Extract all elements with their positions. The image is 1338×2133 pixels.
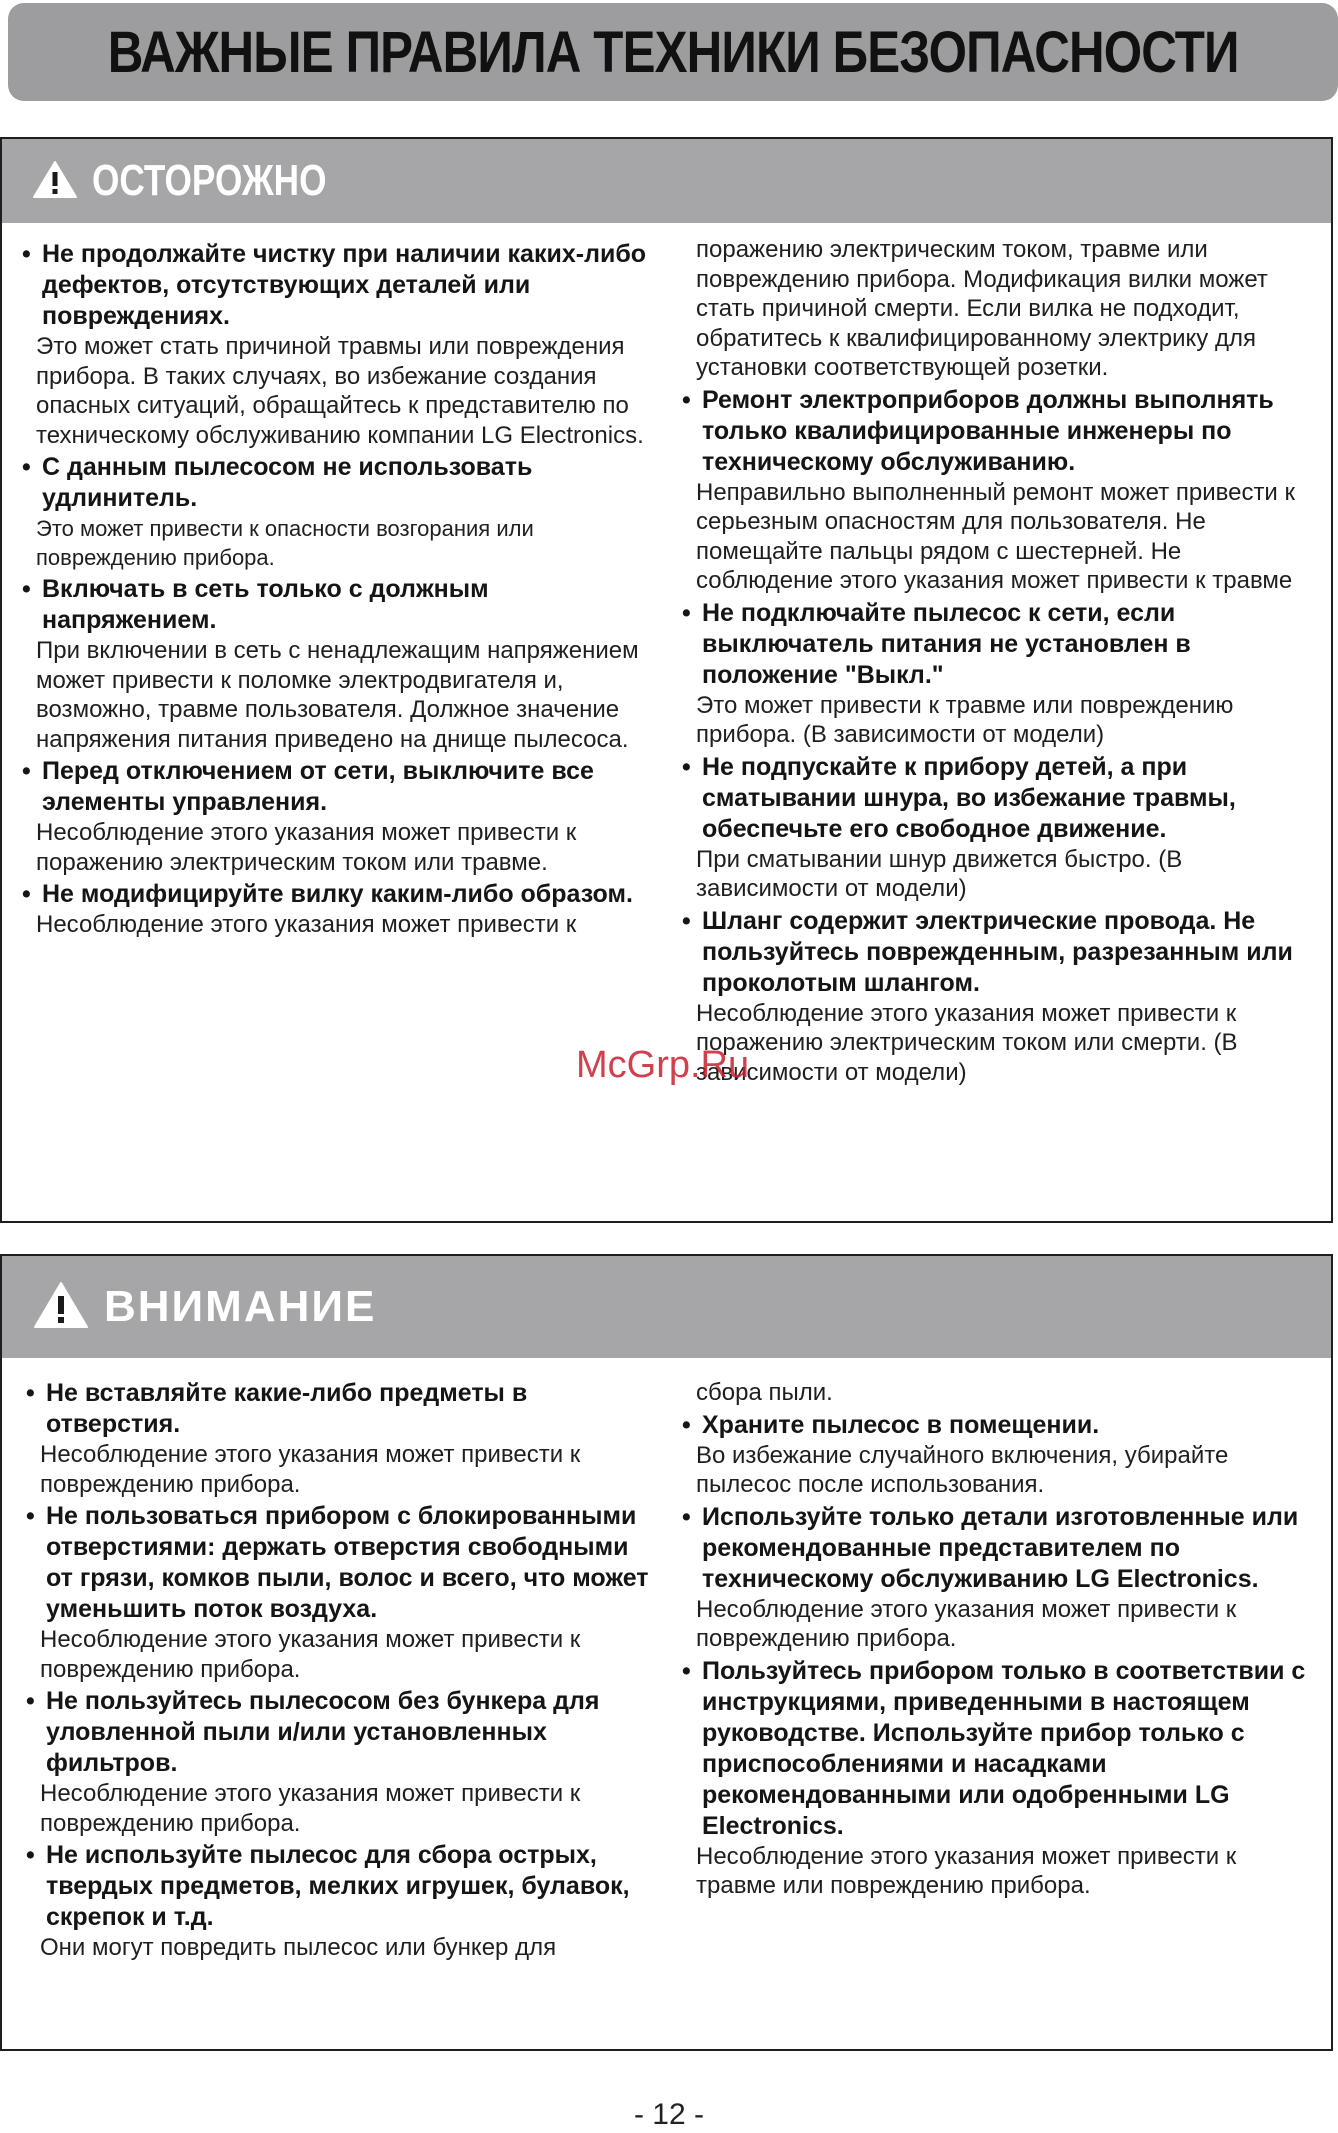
rule-heading: Ремонт электроприборов должны выполнять только квалифицированные инженеры по техническому обслуживанию. (702, 385, 1274, 476)
rule-heading: Пользуйтесь прибором только в соответствии с инструкциями, приведенными в настоящем руководстве. Используйте прибор только с приспособлениями и насадками рекомендованными или одобренными LG Electronics. (702, 1656, 1306, 1840)
watermark-text: McGrp.Ru (576, 1044, 750, 1086)
list-item: • Не продолжайте чистку при наличии каких-либо дефектов, отсутствующих деталей или повреждениях. Это может стать причиной травмы или повреждения прибора. В таких случаях, во избежание создания опасных ситуаций, обращайтесь к представителю по техническому обслуживанию компании LG Electronics. (22, 239, 662, 450)
rule-heading: Не пользоваться прибором с блокированными отверстиями: держать отверстия свободными от грязи, комков пыли, волос и всего, что может уменьшить поток воздуха. (46, 1502, 649, 1623)
rule-heading: Не вставляйте какие-либо предметы в отверстия. (46, 1379, 528, 1438)
list-item: • Шланг содержит электрические провода. Не пользуйтесь поврежденным, разрезанным или проколотым шлангом. Несоблюдение этого указания может привести к поражению электрическим током или смерти. (В зависимости от модели) (682, 906, 1306, 1088)
rule-body: Несоблюдение этого указания может привести к травме или повреждению прибора. (696, 1842, 1237, 1899)
warning-triangle-icon (32, 159, 78, 204)
list-item: • Храните пылесос в помещении. Во избежание случайного включения, убирайте пылесос после использования. (682, 1410, 1306, 1500)
rule-heading: Используйте только детали изготовленные или рекомендованные представителем по техническому обслуживанию LG Electronics. (702, 1502, 1299, 1593)
rule-body: Несоблюдение этого указания может привести к повреждению прибора. (40, 1441, 581, 1498)
list-item: • Не подключайте пылесос к сети, если выключатель питания не установлен в положение "Выкл." Это может привести к травме или повреждению прибора. (В зависимости от модели) (682, 598, 1306, 750)
list-item: • Не используйте пылесос для сбора острых, твердых предметов, мелких игрушек, булавок, скрепок и т.д. Они могут повредить пылесос или бункер для (26, 1840, 662, 1963)
list-item: • С данным пылесосом не использовать удлинитель. Это может привести к опасности возгорания или повреждению прибора. (22, 452, 662, 572)
page-title: ВАЖНЫЕ ПРАВИЛА ТЕХНИКИ БЕЗОПАСНОСТИ (107, 19, 1239, 85)
rule-heading: Не подключайте пылесос к сети, если выключатель питания не установлен в положение "Выкл." (702, 598, 1191, 689)
rule-body: Несоблюдение этого указания может привести к поражению электрическим током или смерти. (В зависимости от модели) (696, 999, 1238, 1086)
rule-body: Это может стать причиной травмы или повреждения прибора. В таких случаях, во избежание создания опасных ситуаций, обращайтесь к представителю по техническому обслуживанию компании LG Electronics. (36, 333, 644, 449)
list-item: • Не пользуйтесь пылесосом без бункера для уловленной пыли и/или установленных фильтров. Несоблюдение этого указания может привести к повреждению прибора. (26, 1686, 662, 1838)
warning-left-column (2, 1358, 662, 1965)
warning-triangle-icon (32, 1280, 90, 1335)
rule-body: Несоблюдение этого указания может привести к повреждению прибора. (40, 1626, 581, 1683)
list-item: • Включать в сеть только с должным напряжением. При включении в сеть с ненадлежащим напряжением может привести к поломке электродвигателя и, возможно, травме пользователя. Должное значение напряжения питания приведено на днище пылесоса. (22, 574, 662, 754)
caution-title: ОСТОРОЖНО (92, 156, 327, 205)
list-item: • Используйте только детали изготовленные или рекомендованные представителем по техническому обслуживанию LG Electronics. Несоблюдение этого указания может привести к повреждению прибора. (682, 1502, 1306, 1654)
warning-title: ВНИМАНИЕ (104, 1282, 377, 1331)
rule-heading: Перед отключением от сети, выключите все элементы управления. (42, 757, 594, 816)
list-item: • Перед отключением от сети, выключите все элементы управления. Несоблюдение этого указания может привести к поражению электрическим током или травме. (22, 756, 662, 877)
rule-body: При включении в сеть с ненадлежащим напряжением может привести к поломке электродвигателя и, возможно, травме пользователя. Должное значение напряжения питания приведено на днище пылесоса. (36, 637, 639, 753)
warning-header (2, 1256, 1331, 1358)
rule-body: Это может привести к опасности возгорания или повреждению прибора. (36, 516, 534, 570)
page-title-bar (8, 3, 1338, 101)
list-item: • Не модифицируйте вилку каким-либо образом. Несоблюдение этого указания может привести к (22, 879, 662, 940)
page-number: - 12 - (633, 2098, 705, 2131)
rule-heading: Не используйте пылесос для сбора острых, твердых предметов, мелких игрушек, булавок, скрепок и т.д. (46, 1841, 630, 1931)
rule-body: Это может привести к травме или повреждению прибора. (В зависимости от модели) (696, 691, 1234, 748)
caution-left-column (2, 223, 662, 1089)
list-item: • Пользуйтесь прибором только в соответствии с инструкциями, приведенными в настоящем руководстве. Используйте прибор только с приспособлениями и насадками рекомендованными или одобренными LG Electronics. Несоблюдение этого указания может привести к травме или повреждению прибора. (682, 1656, 1306, 1899)
rule-body: Несоблюдение этого указания может привести к повреждению прибора. (40, 1780, 581, 1837)
rule-heading: Не пользуйтесь пылесосом без бункера для уловленной пыли и/или установленных фильтров. (46, 1687, 600, 1777)
list-item: • Не подпускайте к прибору детей, а при сматывании шнура, во избежание травмы, обеспечьте его свободное движение. При сматывании шнур движется быстро. (В зависимости от модели) (682, 752, 1306, 904)
rule-heading: Не подпускайте к прибору детей, а при сматывании шнура, во избежание травмы, обеспечьте его свободное движение. (702, 752, 1236, 843)
list-item: • Не вставляйте какие-либо предметы в отверстия. Несоблюдение этого указания может привести к повреждению прибора. (26, 1378, 662, 1499)
rule-body: При сматывании шнур движется быстро. (В зависимости от модели) (696, 845, 1183, 902)
rule-body: Неправильно выполненный ремонт может привести к серьезным опасностям для пользователя. Не помещайте пальцы рядом с шестерней. Не соблюдение этого указания может привести к травме (696, 478, 1296, 594)
rule-heading: Включать в сеть только с должным напряжением. (42, 575, 489, 634)
rule-heading: Шланг содержит электрические провода. Не пользуйтесь поврежденным, разрезанным или проколотым шлангом. (702, 906, 1293, 997)
rule-body: Во избежание случайного включения, убирайте пылесос после использования. (696, 1441, 1229, 1498)
rule-heading: С данным пылесосом не использовать удлинитель. (42, 453, 533, 512)
rule-body-continuation: сбора пыли. (696, 1379, 833, 1406)
caution-right-column (662, 223, 1322, 1089)
list-item: • Не пользоваться прибором с блокированными отверстиями: держать отверстия свободными от грязи, комков пыли, волос и всего, что может уменьшить поток воздуха. Несоблюдение этого указания может привести к повреждению прибора. (26, 1501, 662, 1684)
rule-body: Несоблюдение этого указания может привести к (36, 911, 577, 938)
rule-body: Несоблюдение этого указания может привести к повреждению прибора. (696, 1595, 1237, 1652)
rule-heading: Не модифицируйте вилку каким-либо образом. (42, 880, 633, 908)
rule-heading: Не продолжайте чистку при наличии каких-либо дефектов, отсутствующих деталей или повреждениях. (42, 240, 647, 330)
list-item: • Ремонт электроприборов должны выполнять только квалифицированные инженеры по техническому обслуживанию. Неправильно выполненный ремонт может привести к серьезным опасностям для пользователя. Не помещайте пальцы рядом с шестерней. Не соблюдение этого указания может привести к травме (682, 385, 1306, 596)
rule-body: Они могут повредить пылесос или бункер для (40, 1934, 557, 1961)
warning-right-column (662, 1358, 1322, 1965)
rule-body: Несоблюдение этого указания может привести к поражению электрическим током или травме. (36, 819, 577, 876)
rule-heading: Храните пылесос в помещении. (702, 1410, 1100, 1439)
caution-header (2, 139, 1331, 223)
warning-section (0, 1254, 1333, 2051)
rule-body-continuation: поражению электрическим током, травме или повреждению прибора. Модификация вилки может стать причиной смерти. Если вилка не подходит, обратитесь к квалифицированному электрику для установки соответствующей розетки. (696, 236, 1268, 381)
